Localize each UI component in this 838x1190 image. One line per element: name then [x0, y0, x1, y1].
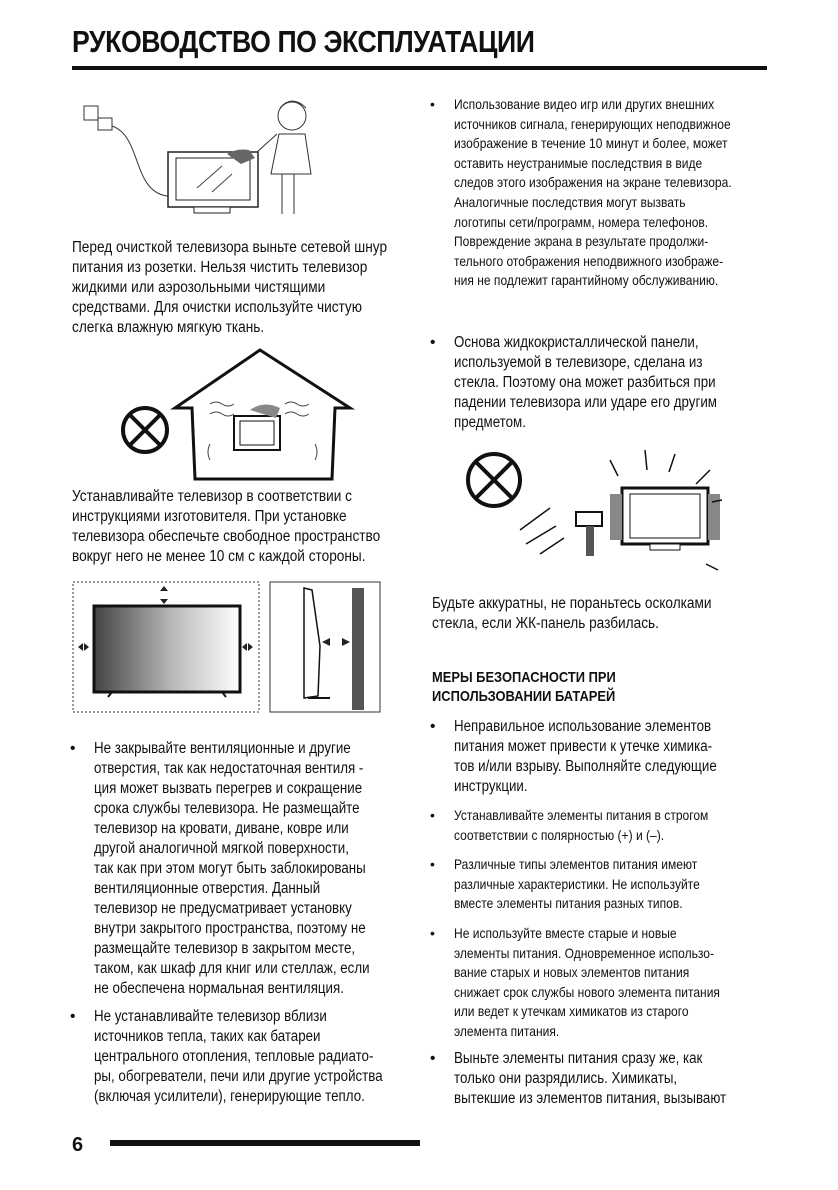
- text-line: МЕРЫ БЕЗОПАСНОСТИ ПРИ: [432, 669, 616, 686]
- text-line: падении телевизора или ударе его другим: [454, 394, 717, 411]
- text-line: Не используйте вместе старые и новые: [454, 925, 677, 941]
- text-line: вание старых и новых элементов питания: [454, 964, 690, 981]
- text-line: слегка влажную мягкую ткань.: [72, 319, 265, 336]
- text-line: (включая усилители), генерирующие тепло.: [94, 1088, 365, 1105]
- house-illustration: [110, 344, 370, 484]
- bullet-text: [94, 1007, 383, 1107]
- text-line: Перед очисткой телевизора выньте сетевой шнур: [72, 239, 388, 256]
- bullet-icon: •: [70, 1008, 76, 1025]
- bullet-icon: •: [430, 925, 435, 941]
- text-line: ры, обогреватели, печи или другие устройства: [94, 1068, 383, 1085]
- text-line: другой аналогичной мягкой поверхности,: [94, 840, 349, 857]
- text-line: телевизор не предусматривает установку: [94, 900, 352, 917]
- paragraph-installation: [72, 487, 389, 567]
- bullet-ventilation: [70, 739, 430, 1001]
- bullet-battery-misuse: [430, 717, 790, 799]
- bullet-text: [454, 806, 708, 845]
- tv-front-icon: [94, 606, 240, 692]
- text-line: изображение в течение 10 минут и более, может: [454, 135, 728, 152]
- bullet-icon: •: [430, 96, 435, 112]
- bullet-heat-sources: [70, 1007, 430, 1107]
- text-line: источников сигнала, генерирующих неподвижное: [454, 115, 731, 132]
- text-line: инструкции.: [454, 778, 528, 795]
- text-line: соответствии с полярностью (+) и (–).: [454, 826, 665, 843]
- impact-illustration: [460, 440, 745, 585]
- bullet-battery-types: [430, 855, 790, 917]
- text-line: телевизор на кровати, диване, ковре или: [94, 820, 349, 837]
- bullet-icon: •: [430, 334, 436, 351]
- title-rule: [72, 66, 767, 70]
- arrow-up-down-icon: [160, 586, 168, 604]
- text-line: Использование видео игр или других внешних: [454, 96, 715, 112]
- text-line: так как при этом могут быть заблокированы: [94, 860, 366, 877]
- section-heading-batteries: [432, 668, 616, 706]
- clearance-illustration: [72, 576, 382, 716]
- text-line: размещайте телевизор в закрытом месте,: [94, 940, 356, 957]
- bullet-text: [454, 333, 717, 433]
- text-line: оставить неустранимые последствия в виде: [454, 154, 703, 171]
- text-line: используемой в телевизоре, сделана из: [454, 354, 703, 371]
- arrow-gap-icon: [322, 638, 350, 646]
- text-line: снижает срок службы нового элемента питания: [454, 983, 720, 1000]
- text-line: питания из розетки. Нельзя чистить телевизор: [72, 259, 368, 276]
- text-line: Аналогичные последствия могут вызвать: [454, 193, 686, 210]
- text-line: отверстия, так как недостаточная вентиля -: [94, 760, 364, 777]
- bullet-text: [94, 739, 370, 999]
- hammer-icon: [576, 512, 602, 556]
- text-line: стекла, если ЖК-панель разбилась.: [432, 615, 659, 632]
- text-line: не обеспечена нормальная вентиляция.: [94, 980, 344, 997]
- text-line: или ведет к утечкам химикатов из старого: [454, 1003, 689, 1020]
- bullet-text: [454, 95, 732, 291]
- text-line: телевизора обеспечьте свободное пространство: [72, 528, 381, 545]
- prohibited-icon: [468, 454, 520, 506]
- footer-rule: [110, 1140, 420, 1146]
- paragraph-cleaning: [72, 238, 389, 338]
- text-line: вентиляционные отверстия. Данный: [94, 880, 321, 897]
- text-line: вытекшие из элементов питания, вызывают: [454, 1090, 727, 1107]
- text-line: тов и/или взрыву. Выполняйте следующие: [454, 758, 717, 775]
- bullet-icon: •: [430, 807, 435, 823]
- text-line: предметом.: [454, 414, 526, 431]
- bullet-battery-polarity: [430, 806, 790, 848]
- text-line: вокруг него не менее 10 см с каждой стороны.: [72, 548, 366, 565]
- bullet-icon: •: [430, 1050, 436, 1067]
- text-line: ция может вызвать перегрев и сокращение: [94, 780, 363, 797]
- text-line: элементы питания. Одновременное использо-: [454, 944, 715, 961]
- text-line: вместе элементы питания разных типов.: [454, 895, 683, 912]
- text-line: элемента питания.: [454, 1022, 560, 1039]
- text-line: питания может привести к утечке химика-: [454, 738, 713, 755]
- text-line: внутри закрытого пространства, поэтому не: [94, 920, 366, 937]
- wall-socket-icon: [84, 106, 98, 120]
- text-line: центрального отопления, тепловые радиато-: [94, 1048, 374, 1065]
- text-line: Не устанавливайте телевизор вблизи: [94, 1008, 327, 1025]
- text-line: таком, как шкаф для книг или стеллаж, если: [94, 960, 370, 977]
- text-line: срока службы телевизора. Не размещайте: [94, 800, 360, 817]
- bullet-icon: •: [70, 740, 76, 757]
- bullet-battery-remove: [430, 1049, 790, 1111]
- text-line: Устанавливайте элементы питания в строгом: [454, 807, 709, 823]
- text-line: Будьте аккуратны, не пораньтесь осколками: [432, 595, 712, 612]
- text-line: ния не подлежит гарантийному обслуживанию.: [454, 272, 719, 289]
- plug-icon: [98, 118, 112, 130]
- wall-icon: [352, 588, 364, 710]
- paragraph-broken-panel: [432, 594, 749, 634]
- page-number: 6: [72, 1134, 84, 1156]
- text-line: средствами. Для очистки используйте чистую: [72, 299, 362, 316]
- text-line: Неправильное использование элементов: [454, 718, 712, 735]
- text-line: источников тепла, таких как батареи: [94, 1028, 321, 1045]
- bullet-text: [454, 924, 720, 1042]
- bullet-glass-panel: [430, 333, 790, 431]
- text-line: Повреждение экрана в результате продолжи-: [454, 233, 709, 250]
- bullet-static-image: [430, 95, 790, 295]
- tv-side-icon: [304, 588, 320, 698]
- text-line: стекла. Поэтому она может разбиться при: [454, 374, 716, 391]
- text-line: следов этого изображения на экране телевизора.: [454, 174, 732, 191]
- text-line: Различные типы элементов питания имеют: [454, 856, 698, 872]
- text-line: жидкими или аэрозольными чистящими: [72, 279, 326, 296]
- text-line: инструкциями изготовителя. При установке: [72, 508, 347, 525]
- bullet-text: [454, 717, 717, 797]
- bullet-icon: •: [430, 718, 436, 735]
- text-line: логотипы сети/программ, номера телефонов.: [454, 213, 709, 230]
- prohibited-icon: [123, 408, 167, 452]
- bullet-text: [454, 855, 700, 914]
- text-line: различные характеристики. Не используйте: [454, 875, 700, 892]
- text-line: ИСПОЛЬЗОВАНИИ БАТАРЕЙ: [432, 688, 616, 705]
- bullet-battery-old-new: [430, 924, 790, 1044]
- cleaning-illustration: [72, 96, 332, 226]
- text-line: Основа жидкокристаллической панели,: [454, 334, 699, 351]
- text-line: Выньте элементы питания сразу же, как: [454, 1050, 703, 1067]
- bullet-text: [454, 1049, 726, 1109]
- bullet-icon: •: [430, 856, 435, 872]
- text-line: только они разрядились. Химикаты,: [454, 1070, 678, 1087]
- house-icon: [175, 350, 350, 479]
- text-line: Устанавливайте телевизор в соответствии с: [72, 488, 352, 505]
- page-title: РУКОВОДСТВО ПО ЭКСПЛУАТАЦИИ: [72, 24, 535, 59]
- text-line: Не закрывайте вентиляционные и другие: [94, 740, 351, 757]
- text-line: тельного отображения неподвижного изображе-: [454, 252, 724, 269]
